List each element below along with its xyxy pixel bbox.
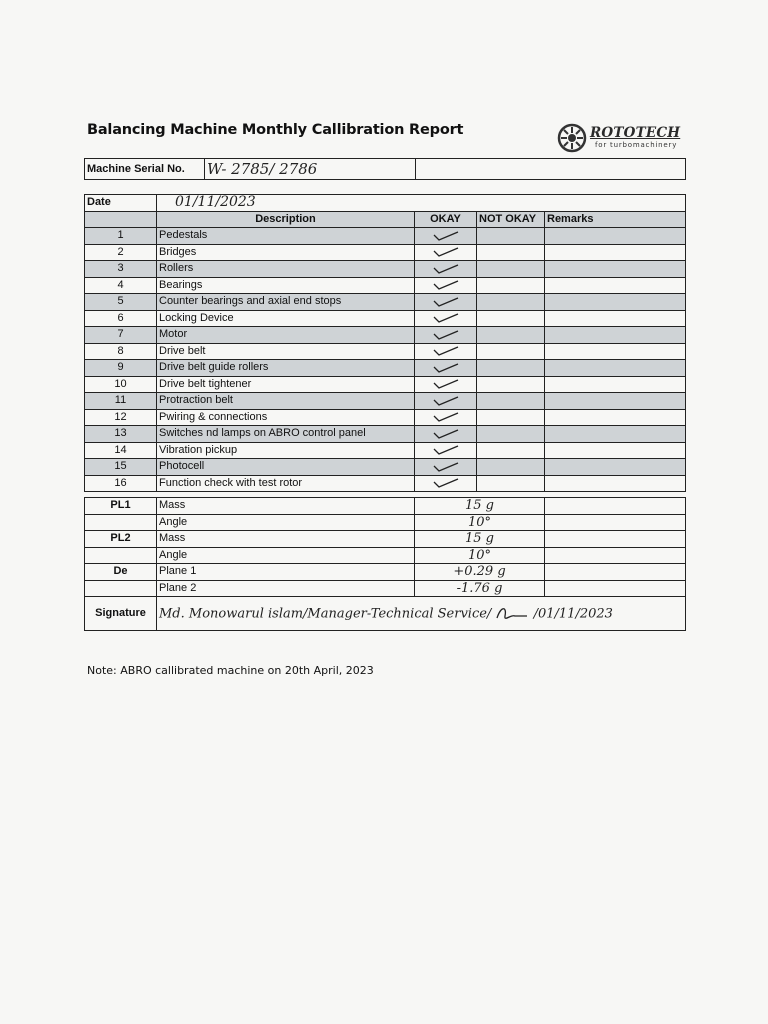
checkmark-icon [431, 377, 461, 390]
remarks-cell [545, 310, 686, 327]
col-not-okay: NOT OKAY [477, 211, 545, 228]
checklist-row [85, 228, 686, 245]
not-okay-cell [477, 409, 545, 426]
measurement-group [85, 580, 157, 597]
not-okay-cell [477, 261, 545, 278]
item-description: Pwiring & connections [157, 409, 415, 426]
checklist-row [85, 426, 686, 443]
not-okay-cell [477, 277, 545, 294]
report-title: Balancing Machine Monthly Callibration Report [87, 122, 464, 138]
calibration-note: Note: ABRO callibrated machine on 20th April, 2023 [87, 664, 374, 677]
not-okay-cell [477, 228, 545, 245]
measurement-extra [545, 531, 686, 548]
remarks-cell [545, 343, 686, 360]
okay-cell [415, 475, 477, 492]
okay-cell [415, 244, 477, 261]
checkmark-icon [431, 278, 461, 291]
checkmark-icon [431, 328, 461, 341]
item-description: Drive belt tightener [157, 376, 415, 393]
item-number: 16 [85, 475, 157, 492]
remarks-cell [545, 277, 686, 294]
okay-cell [415, 376, 477, 393]
measurement-extra [545, 580, 686, 597]
remarks-cell [545, 228, 686, 245]
item-description: Protraction belt [157, 393, 415, 410]
measurement-row [85, 531, 686, 548]
item-description: Pedestals [157, 228, 415, 245]
checklist-row [85, 244, 686, 261]
okay-cell [415, 277, 477, 294]
item-description: Vibration pickup [157, 442, 415, 459]
signature-date: /01/11/2023 [533, 606, 613, 621]
not-okay-cell [477, 376, 545, 393]
remarks-cell [545, 261, 686, 278]
checkmark-icon [431, 311, 461, 324]
checklist-row [85, 294, 686, 311]
serial-empty-cell [416, 159, 686, 180]
checklist-row [85, 475, 686, 492]
remarks-cell [545, 409, 686, 426]
header-no-cell [85, 211, 157, 228]
remarks-cell [545, 244, 686, 261]
checkmark-icon [431, 262, 461, 275]
checkmark-icon [431, 476, 461, 489]
not-okay-cell [477, 244, 545, 261]
item-description: Counter bearings and axial end stops [157, 294, 415, 311]
item-number: 12 [85, 409, 157, 426]
item-number: 8 [85, 343, 157, 360]
okay-cell [415, 409, 477, 426]
measurement-extra [545, 564, 686, 581]
remarks-cell [545, 475, 686, 492]
remarks-cell [545, 294, 686, 311]
checkmark-icon [431, 443, 461, 456]
checklist-row [85, 277, 686, 294]
col-description: Description [157, 211, 415, 228]
checkmark-icon [431, 427, 461, 440]
item-number: 11 [85, 393, 157, 410]
item-number: 3 [85, 261, 157, 278]
not-okay-cell [477, 343, 545, 360]
checklist-row [85, 261, 686, 278]
measurement-group: De [85, 564, 157, 581]
item-number: 6 [85, 310, 157, 327]
measurement-label: Angle [157, 514, 415, 531]
measurement-row [85, 498, 686, 515]
item-description: Function check with test rotor [157, 475, 415, 492]
serial-label: Machine Serial No. [85, 159, 205, 180]
not-okay-cell [477, 294, 545, 311]
checkmark-icon [431, 344, 461, 357]
measurement-label: Mass [157, 531, 415, 548]
measurement-group: PL2 [85, 531, 157, 548]
checklist-row [85, 393, 686, 410]
measurement-value: 15 g [415, 531, 545, 548]
item-number: 9 [85, 360, 157, 377]
item-description: Locking Device [157, 310, 415, 327]
item-number: 10 [85, 376, 157, 393]
measurement-label: Mass [157, 498, 415, 515]
measurement-extra [545, 498, 686, 515]
checklist-row [85, 360, 686, 377]
measurement-label: Plane 2 [157, 580, 415, 597]
not-okay-cell [477, 327, 545, 344]
checkmark-icon [431, 295, 461, 308]
remarks-cell [545, 376, 686, 393]
rototech-logo [557, 122, 687, 154]
remarks-cell [545, 393, 686, 410]
not-okay-cell [477, 475, 545, 492]
serial-table [84, 158, 686, 180]
measurement-extra [545, 514, 686, 531]
measurement-extra [545, 547, 686, 564]
measurement-table [84, 497, 686, 631]
checklist-row [85, 343, 686, 360]
col-okay: OKAY [415, 211, 477, 228]
item-number: 7 [85, 327, 157, 344]
date-value: 01/11/2023 [157, 195, 686, 212]
measurement-label: Plane 1 [157, 564, 415, 581]
checklist-row [85, 442, 686, 459]
item-description: Drive belt guide rollers [157, 360, 415, 377]
checkmark-icon [431, 394, 461, 407]
item-number: 1 [85, 228, 157, 245]
item-description: Motor [157, 327, 415, 344]
okay-cell [415, 343, 477, 360]
okay-cell [415, 426, 477, 443]
remarks-cell [545, 360, 686, 377]
okay-cell [415, 228, 477, 245]
measurement-row [85, 580, 686, 597]
checkmark-icon [431, 460, 461, 473]
measurement-row [85, 547, 686, 564]
not-okay-cell [477, 360, 545, 377]
item-number: 14 [85, 442, 157, 459]
okay-cell [415, 393, 477, 410]
checklist-row [85, 327, 686, 344]
item-number: 13 [85, 426, 157, 443]
measurement-value: -1.76 g [415, 580, 545, 597]
okay-cell [415, 310, 477, 327]
item-number: 4 [85, 277, 157, 294]
item-description: Drive belt [157, 343, 415, 360]
signature-label: Signature [85, 597, 157, 631]
logo-brand: ROTOTECH [590, 125, 681, 141]
okay-cell [415, 360, 477, 377]
okay-cell [415, 261, 477, 278]
checkmark-icon [431, 245, 461, 258]
remarks-cell [545, 442, 686, 459]
not-okay-cell [477, 426, 545, 443]
item-number: 2 [85, 244, 157, 261]
okay-cell [415, 294, 477, 311]
date-label: Date [85, 195, 157, 212]
measurement-value: +0.29 g [415, 564, 545, 581]
measurement-group: PL1 [85, 498, 157, 515]
checkmark-icon [431, 410, 461, 423]
okay-cell [415, 459, 477, 476]
logo-tagline: for turbomachinery [595, 141, 678, 149]
measurement-label: Angle [157, 547, 415, 564]
remarks-cell [545, 426, 686, 443]
okay-cell [415, 442, 477, 459]
turbine-icon [557, 123, 587, 153]
measurement-value: 10° [415, 514, 545, 531]
okay-cell [415, 327, 477, 344]
item-description: Bearings [157, 277, 415, 294]
item-number: 15 [85, 459, 157, 476]
item-number: 5 [85, 294, 157, 311]
item-description: Rollers [157, 261, 415, 278]
checklist-row [85, 409, 686, 426]
measurement-group [85, 547, 157, 564]
item-description: Bridges [157, 244, 415, 261]
signature-scribble [495, 604, 529, 624]
serial-value: W- 2785/ 2786 [205, 159, 416, 180]
checkmark-icon [431, 361, 461, 374]
not-okay-cell [477, 393, 545, 410]
checklist-row [85, 310, 686, 327]
measurement-row [85, 514, 686, 531]
checkmark-icon [431, 229, 461, 242]
measurement-value: 15 g [415, 498, 545, 515]
measurement-value: 10° [415, 547, 545, 564]
checklist-row [85, 376, 686, 393]
col-remarks: Remarks [545, 211, 686, 228]
remarks-cell [545, 327, 686, 344]
not-okay-cell [477, 459, 545, 476]
not-okay-cell [477, 310, 545, 327]
measurement-row [85, 564, 686, 581]
measurement-group [85, 514, 157, 531]
not-okay-cell [477, 442, 545, 459]
checklist-table [84, 194, 686, 492]
signature-cell [157, 597, 686, 631]
signature-text: Md. Monowarul islam/Manager-Technical Service/ [159, 606, 492, 621]
remarks-cell [545, 459, 686, 476]
checklist-row [85, 459, 686, 476]
item-description: Switches nd lamps on ABRO control panel [157, 426, 415, 443]
item-description: Photocell [157, 459, 415, 476]
